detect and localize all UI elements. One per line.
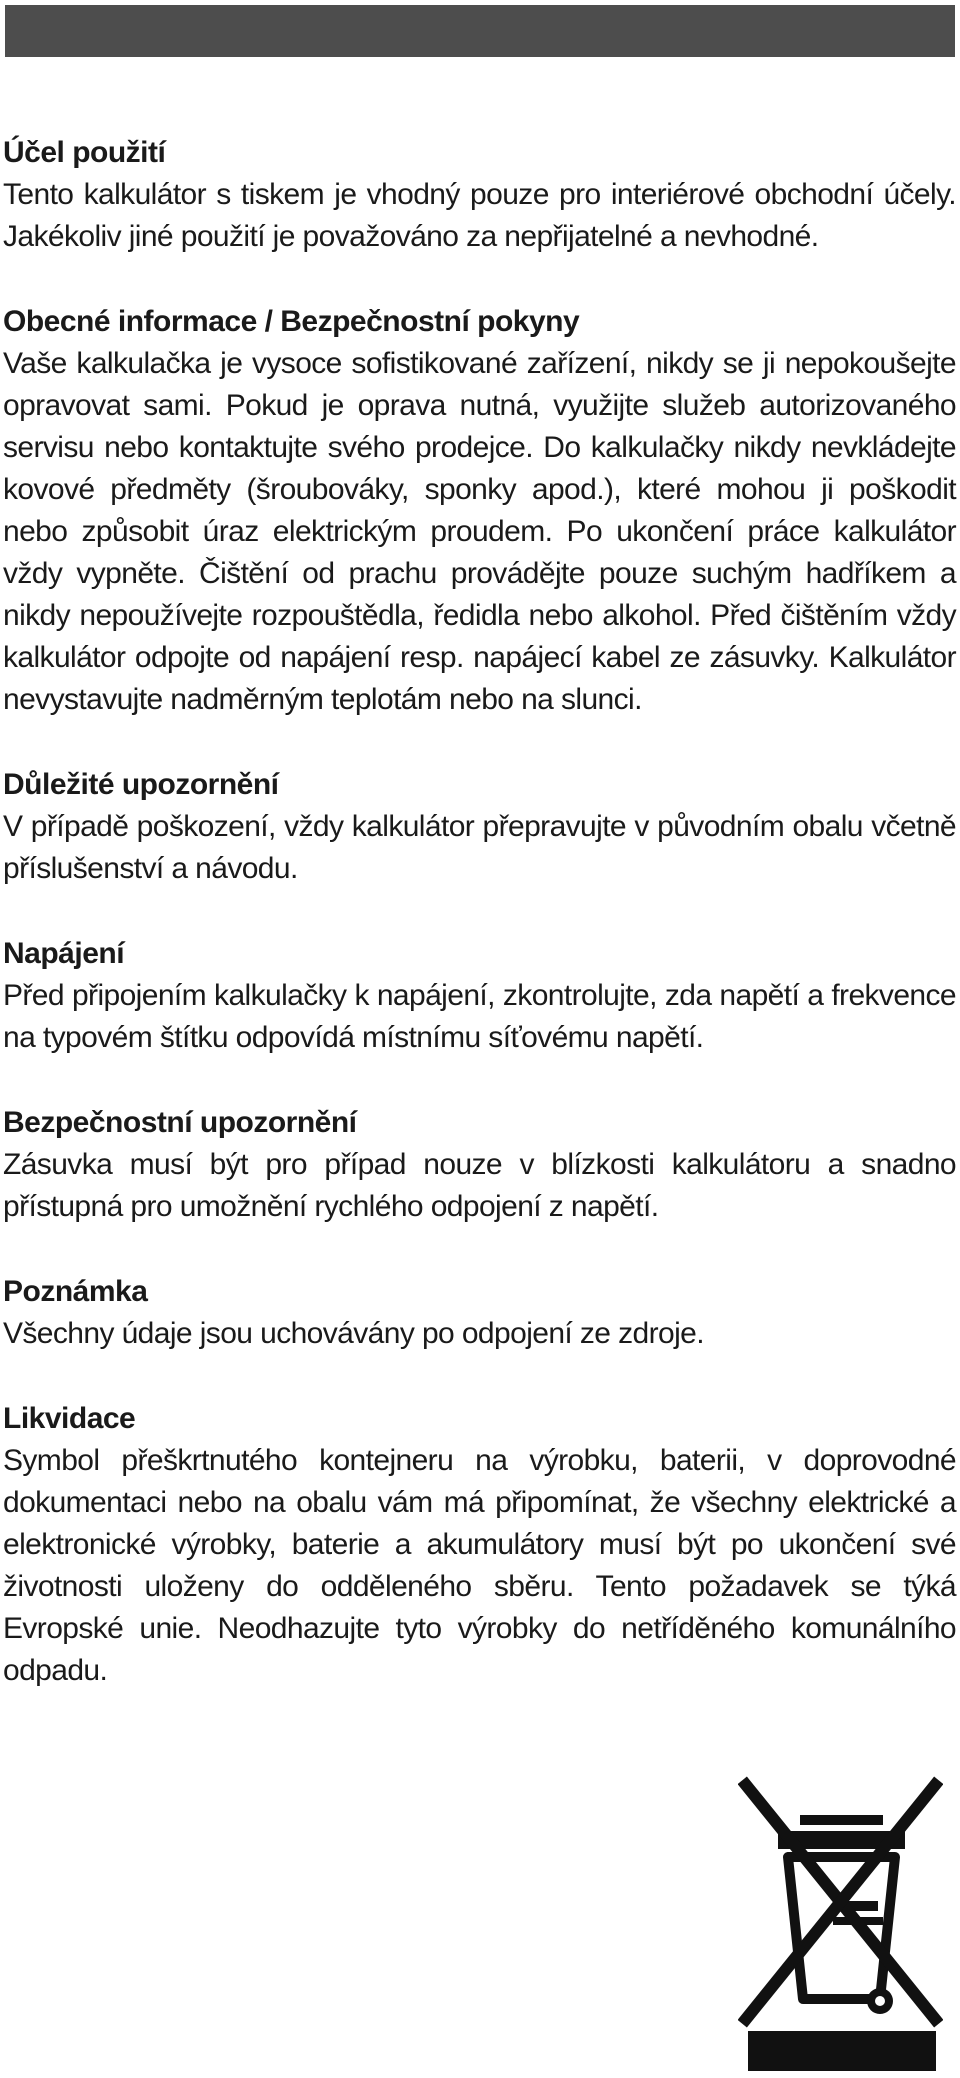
section-title: Poznámka [3, 1275, 148, 1308]
section-body: V případě poškození, vždy kalkulátor přepravujte v původním obalu včetně příslušenství a návodu. [3, 810, 956, 885]
section-title: Účel použití [3, 136, 166, 169]
section-body: Vaše kalkulačka je vysoce sofistikované zařízení, nikdy se ji nepokoušejte opravovat sami. Pokud je oprava nutná, využijte služeb autorizovaného servisu nebo kontaktujte svého prodejce. Do kalkulačky nikdy nevkládejte kovové předměty (šroubováky, sponky apod.), které mohou ji poškodit nebo způsobit úraz elektrickým proudem. Po ukončení práce kalkulátor vždy vypněte. Čištění od prachu provádějte pouze suchým hadříkem a nikdy nepoužívejte rozpouštědla, ředidla nebo alkohol. Před čištěním vždy kalkulátor odpojte od napájení resp. napájecí kabel ze zásuvky. Kalkulátor nevystavujte nadměrným teplotám nebo na slunci. [3, 347, 956, 716]
section-power-supply [3, 933, 956, 1059]
section-safety-warning [3, 1102, 956, 1228]
section-title: Napájení [3, 937, 125, 970]
section-body: Tento kalkulátor s tiskem je vhodný pouze pro interiérové obchodní účely. Jakékoliv jiné použití je považováno za nepřijatelné a nevhodné. [3, 178, 956, 253]
section-body: Zásuvka musí být pro případ nouze v blízkosti kalkulátoru a snadno přístupná pro umožnění rychlého odpojení z napětí. [3, 1148, 956, 1223]
section-title: Likvidace [3, 1402, 136, 1435]
section-title: Důležité upozornění [3, 768, 279, 801]
header-bar [5, 5, 955, 57]
section-note [3, 1271, 956, 1355]
document-content [3, 132, 956, 1692]
section-title: Bezpečnostní upozornění [3, 1106, 357, 1139]
crossed-out-wheelie-bin-icon [738, 1775, 943, 2071]
section-body: Symbol přeškrtnutého kontejneru na výrobku, baterii, v doprovodné dokumentaci nebo na obalu vám má připomínat, že všechny elektrické a elektronické výrobky, baterie a akumulátory musí být po ukončení své životnosti uloženy do odděleného sběru. Tento požadavek se týká Evropské unie. Neodhazujte tyto výrobky do netříděného komunálního odpadu. [3, 1444, 956, 1687]
section-important-notice [3, 764, 956, 890]
section-purpose [3, 132, 956, 258]
section-body: Před připojením kalkulačky k napájení, zkontrolujte, zda napětí a frekvence na typovém štítku odpovídá místnímu síťovému napětí. [3, 979, 956, 1054]
section-safety-instructions [3, 301, 956, 721]
section-disposal [3, 1398, 956, 1692]
section-title: Obecné informace / Bezpečnostní pokyny [3, 305, 580, 338]
section-body: Všechny údaje jsou uchovávány po odpojení ze zdroje. [3, 1317, 704, 1350]
